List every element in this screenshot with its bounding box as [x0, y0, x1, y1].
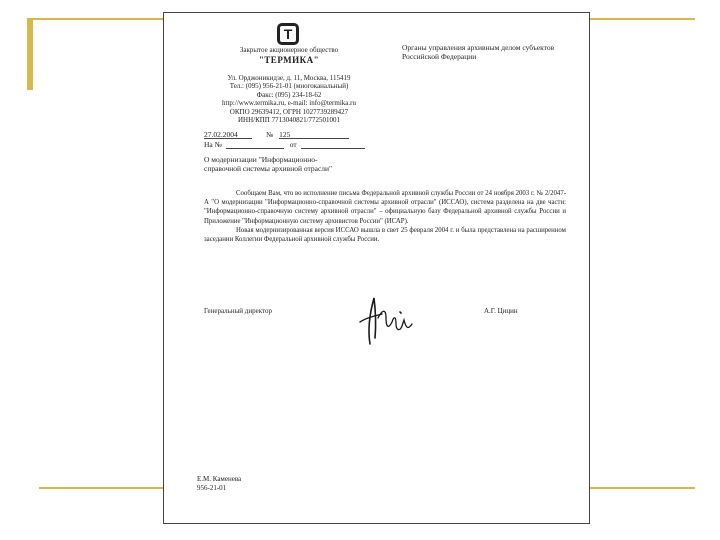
slide-vertical-accent-bar	[27, 18, 33, 90]
ref-date-blank	[301, 140, 365, 149]
signer-name: А.Г. Цицин	[484, 307, 518, 315]
registration-block	[204, 130, 365, 149]
sender-phone-line: Тел.: (095) 956-21-01 (многоканальный)	[229, 82, 349, 90]
letter-subject: О модернизации "Информационно-справочной системы архивной отрасли"	[204, 155, 333, 173]
sender-org-name: "ТЕРМИКА"	[258, 54, 320, 65]
outgoing-number: 125	[279, 130, 349, 139]
ref-label: На №	[204, 140, 222, 149]
sender-inn-line: ИНН/КПП 7713040821/772501001	[237, 116, 341, 124]
signer-title: Генеральный директор	[204, 307, 272, 315]
ref-number-blank	[226, 140, 284, 149]
sender-web-line: http://www.termika.ru, e-mail: info@termika.ru	[222, 99, 356, 107]
body-paragraph: Новая модернизированная версия ИССАО вышла в свет 25 февраля 2004 г. и была представлена на расширенном заседании Коллегии Федеральной архивной службы России.	[204, 226, 566, 244]
recipient-block: Органы управления архивным делом субъектов Российской Федерации	[402, 43, 555, 61]
sender-address	[204, 74, 374, 125]
outgoing-reg-row	[204, 130, 365, 139]
handwritten-signature	[356, 292, 418, 346]
letter-page	[163, 12, 590, 524]
logo-letter: Т	[283, 26, 293, 42]
company-logo	[277, 23, 299, 45]
sender-okpo-line: ОКПО 29639412, ОГРН 1027739289427	[229, 107, 349, 116]
number-label: №	[266, 130, 274, 139]
letter-body	[204, 189, 566, 244]
outgoing-date: 27.02.2004	[204, 130, 252, 139]
ref-from-label: от	[289, 140, 297, 149]
incoming-ref-row	[204, 140, 365, 149]
executor-block	[197, 475, 241, 493]
sender-org-type: Закрытое акционерное общество	[239, 46, 339, 54]
executor-phone: 956-21-01	[197, 484, 227, 492]
sender-fax-line: Факс: (095) 234-18-62	[256, 90, 322, 99]
body-paragraph: Сообщаем Вам, что во исполнение письма Федеральной архивной службы России от 24 ноября 2003 г. № 2/2047-А "О модернизации "Информационно-справочной системы архивной отрасли" (ИССАО), система разделена на две части: "Информационно-справочную систему архивной отрасли" – официальную базу Федеральной архивной службы России и Приложение "Информационную систему архивистов России" (ИСАР).	[204, 190, 566, 225]
sender-block	[204, 46, 374, 125]
sender-address-line: Ул. Орджоникидзе, д. 11, Москва, 115419	[227, 73, 351, 82]
executor-name: Е.М. Каменева	[197, 475, 242, 483]
